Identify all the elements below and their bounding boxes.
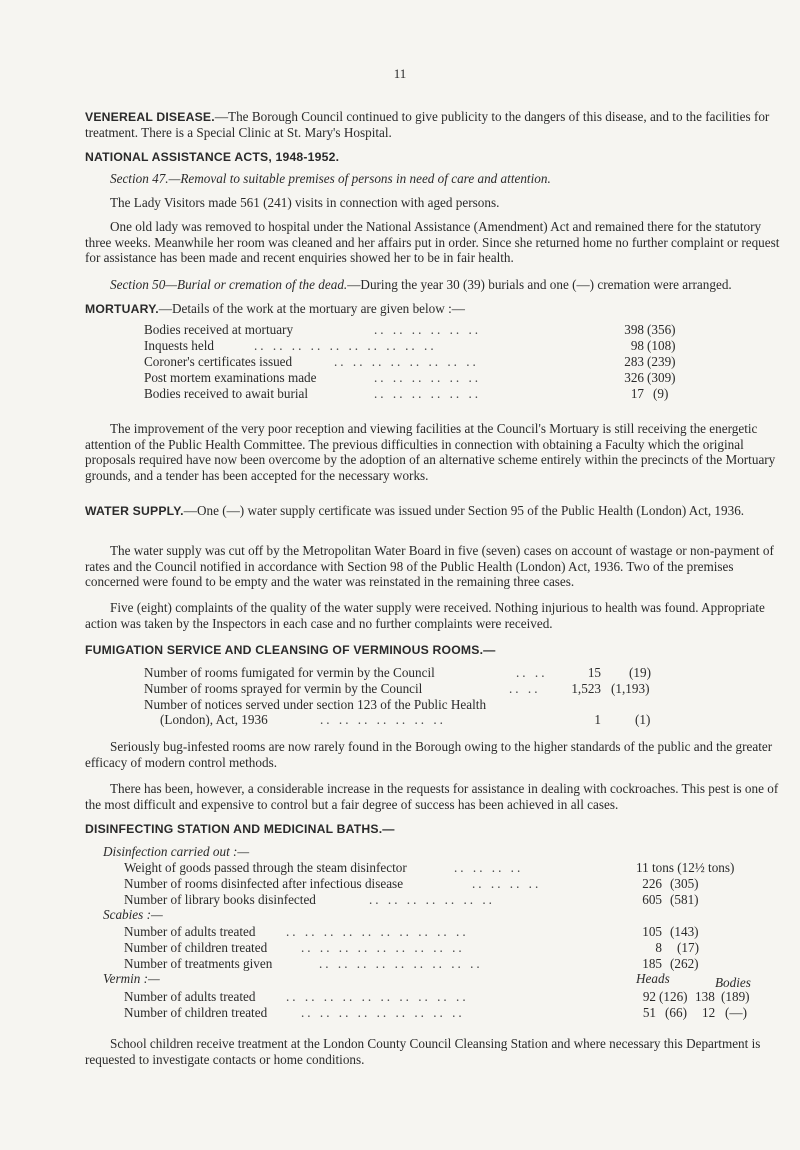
leader-dots: .. .. .. .. .. .. .. .. .. (301, 940, 465, 955)
leader-dots: .. .. .. .. .. .. .. .. .. .. (254, 338, 437, 353)
column-heads-header: Heads (636, 971, 670, 986)
fumigation-row-value: 1,523 (571, 681, 601, 696)
visits-text: The Lady Visitors made 561 (241) visits in connection with aged persons. (110, 195, 500, 210)
venereal-paragraph (85, 109, 785, 140)
leader-dots: .. .. .. .. .. .. .. .. .. (319, 956, 483, 971)
vermin-heads-prev: (66) (665, 1005, 687, 1020)
disinfection-subheading-text: Disinfection carried out :— (103, 844, 250, 859)
scabies-row-label: Number of children treated (124, 940, 268, 955)
disinfecting-row-prev: (581) (670, 892, 699, 907)
section50-title: Section 50—Burial or cremation of the dead. (110, 277, 348, 292)
mortuary-row (144, 386, 714, 401)
fumigation-heading: FUMIGATION SERVICE AND CLEANSING OF VERMINOUS ROOMS.— (85, 643, 496, 657)
section47-block (85, 171, 785, 187)
leader-dots: .. .. .. .. .. .. (374, 370, 482, 385)
mortuary-paragraph: The improvement of the very poor reception and viewing facilities at the Council's Mortuary is still receiving the energetic attention of the Public Health Committee. The previous difficulties in connection with obtaining a Faculty which the original proposals required have now been overcome by the adoption of an alternative scheme entirely within the precincts of the Mortuary grounds, and a tender has been accepted for the necessary works. (85, 421, 776, 483)
vermin-row (124, 989, 774, 1004)
vermin-row-label: Number of adults treated (124, 989, 256, 1004)
disinfecting-row-value: 605 (642, 892, 662, 907)
disinfecting-row (124, 892, 764, 907)
water-paragraph-3: Five (eight) complaints of the quality of the water supply were received. Nothing injurious to health was found. Appropriate action was taken by the Inspectors in each case and no further complaints were received. (85, 600, 765, 631)
leader-dots: .. .. .. .. .. .. .. .. .. (301, 1005, 465, 1020)
national-heading: NATIONAL ASSISTANCE ACTS, 1948-1952. (85, 150, 340, 164)
venereal-section (85, 109, 785, 140)
mortuary-row-prev: (239) (647, 354, 676, 369)
leader-dots: .. .. .. .. (472, 876, 542, 891)
fumigation-row-label: (London), Act, 1936 (160, 712, 268, 727)
scabies-row-label: Number of treatments given (124, 956, 273, 971)
scabies-row (124, 924, 764, 939)
vermin-bodies-prev: (189) (721, 989, 750, 1004)
disinfecting-row-value: 226 (642, 876, 662, 891)
fumigation-row-label: Number of rooms sprayed for vermin by the Council (144, 681, 423, 696)
scabies-row-prev: (262) (670, 956, 699, 971)
mortuary-row-value: 98 (630, 338, 644, 353)
mortuary-row-value: 326 (624, 370, 644, 385)
mortuary-row-value: 398 (624, 322, 644, 337)
leader-dots: .. .. .. .. .. .. .. .. .. .. (286, 924, 469, 939)
school-paragraph: School children receive treatment at the London County Council Cleansing Station and where necessary this Department is requested to investigate contacts or home conditions. (85, 1036, 761, 1067)
disinfecting-row-value: 11 tons (12½ tons) (636, 860, 735, 875)
leader-dots: .. .. (509, 681, 541, 696)
leader-dots: .. .. .. .. .. .. (374, 322, 482, 337)
leader-dots: .. .. .. .. .. .. .. .. .. .. (286, 989, 469, 1004)
fumigation-row-prev: (1) (635, 712, 651, 727)
mortuary-row-label: Coroner's certificates issued (144, 354, 293, 369)
scabies-row-label: Number of adults treated (124, 924, 256, 939)
scabies-subheading-text: Scabies :— (103, 907, 163, 922)
disinfecting-row-label: Number of library books disinfected (124, 892, 316, 907)
mortuary-intro-text: —Details of the work at the mortuary are given below :— (158, 301, 465, 316)
mortuary-intro-block (85, 301, 785, 317)
mortuary-row (144, 322, 714, 337)
mortuary-row (144, 370, 714, 385)
mortuary-row-label: Bodies received at mortuary (144, 322, 294, 337)
mortuary-row-prev: (356) (647, 322, 676, 337)
mortuary-intro (85, 301, 785, 317)
section50-block (85, 277, 785, 293)
disinfecting-heading: DISINFECTING STATION AND MEDICINAL BATHS.— (85, 822, 395, 836)
mortuary-row-prev: (309) (647, 370, 676, 385)
venereal-text: —The Borough Council continued to give publicity to the dangers of this disease, and to the facilities for treatment. There is a Special Clinic at St. Mary's Hospital. (85, 109, 770, 140)
section50-paragraph (85, 277, 785, 293)
fumigation-row-prev: (1,193) (611, 681, 650, 696)
fumigation-row-value: 15 (587, 665, 601, 680)
vermin-bodies-value: 12 (702, 1005, 716, 1020)
vermin-bodies-prev: (—) (725, 1005, 747, 1020)
vermin-row-label: Number of children treated (124, 1005, 268, 1020)
vermin-heads-prev: (126) (659, 989, 688, 1004)
scabies-row (124, 956, 764, 971)
leader-dots: .. .. (516, 665, 548, 680)
school-block (85, 1036, 785, 1067)
mortuary-heading: MORTUARY. (85, 302, 159, 316)
mortuary-row-label: Post mortem examinations made (144, 370, 317, 385)
water-paragraph-2: The water supply was cut off by the Metropolitan Water Board in five (seven) cases on account of wastage or non-payment of rates and the Council notified in accordance with Section 98 of the Public Health (London) Act, 1936. Two of the premises concerned were found to be empty and the water was reinstated in the remaining three cases. (85, 543, 774, 590)
mortuary-row-prev: (108) (647, 338, 676, 353)
fumigation-row (144, 712, 724, 727)
leader-dots: .. .. .. .. (454, 860, 524, 875)
fumigation-row-label: Number of notices served under section 123 of the Public Health (144, 697, 487, 712)
fumigation-row-prev: (19) (629, 665, 651, 680)
fumigation-row-label: Number of rooms fumigated for vermin by the Council (144, 665, 435, 680)
scabies-row-prev: (17) (677, 940, 699, 955)
vermin-subheading (103, 971, 763, 990)
fumigation-paragraph-1: Seriously bug-infested rooms are now rarely found in the Borough owing to the higher standards of the public and the greater efficacy of modern control methods. (85, 739, 773, 770)
fumigation-row (144, 697, 724, 712)
leader-dots: .. .. .. .. .. .. .. (320, 712, 446, 727)
leader-dots: .. .. .. .. .. .. (374, 386, 482, 401)
water-block-3 (85, 600, 785, 631)
fumigation-row (144, 665, 724, 680)
water-heading: WATER SUPPLY. (85, 504, 184, 518)
mortuary-row (144, 338, 714, 353)
old-lady-block (85, 219, 785, 266)
vermin-heads-value: 92 (642, 989, 656, 1004)
water-block (85, 503, 785, 519)
vermin-heads-value: 51 (642, 1005, 656, 1020)
fumigation-row (144, 681, 724, 696)
disinfecting-row-label: Weight of goods passed through the steam disinfector (124, 860, 407, 875)
water-text-1: —One (—) water supply certificate was issued under Section 95 of the Public Health (London) Act, 1936. (183, 503, 745, 518)
venereal-heading: VENEREAL DISEASE. (85, 110, 215, 124)
section50-text: —During the year 30 (39) burials and one (—) cremation were arranged. (347, 277, 732, 292)
fumigation-heading-block (85, 643, 785, 657)
disinfecting-row-prev: (305) (670, 876, 699, 891)
mortuary-para-block (85, 421, 785, 483)
disinfecting-row (124, 860, 764, 875)
disinfecting-row (124, 876, 764, 891)
water-block-2 (85, 543, 785, 590)
scabies-row-value: 185 (642, 956, 662, 971)
mortuary-row-value: 17 (630, 386, 644, 401)
section47-title: Section 47.—Removal to suitable premises of persons in need of care and attention. (110, 171, 551, 186)
vermin-row (124, 1005, 774, 1020)
leader-dots: .. .. .. .. .. .. .. (369, 892, 495, 907)
fumigation-row-value: 1 (594, 712, 601, 727)
mortuary-row-value: 283 (624, 354, 644, 369)
mortuary-row (144, 354, 714, 369)
disinfecting-heading-block (85, 822, 785, 836)
scabies-row-value: 105 (642, 924, 662, 939)
column-bodies-header: Bodies (715, 975, 751, 990)
disinfecting-row-label: Number of rooms disinfected after infectious disease (124, 876, 404, 891)
vermin-bodies-value: 138 (695, 989, 715, 1004)
old-lady-text: One old lady was removed to hospital under the National Assistance (Amendment) Act and remained there for the statutory three weeks. Meanwhile her room was cleaned and her affairs put in order. Since she returned home no further complaint or request for assistance has been made and recent enquiries showed her to be in fair health. (85, 219, 780, 266)
scabies-row-prev: (143) (670, 924, 699, 939)
fumigation-para-2-block (85, 781, 785, 812)
mortuary-row-label: Bodies received to await burial (144, 386, 309, 401)
vermin-subheading-text: Vermin :— (103, 971, 160, 986)
scabies-row (124, 940, 764, 955)
fumigation-para-1-block (85, 739, 785, 770)
page-number: 11 (393, 66, 407, 81)
national-assistance-section (85, 150, 785, 164)
leader-dots: .. .. .. .. .. .. .. .. (334, 354, 479, 369)
water-paragraph-1 (85, 503, 785, 519)
visits-block (85, 195, 785, 211)
mortuary-row-label: Inquests held (144, 338, 214, 353)
fumigation-paragraph-2: There has been, however, a considerable increase in the requests for assistance in dealing with cockroaches. This pest is one of the most difficult and expensive to control but a fair degree of success has been achieved in all cases. (85, 781, 779, 812)
scabies-row-value: 8 (655, 940, 662, 955)
mortuary-row-prev: (9) (653, 386, 669, 401)
